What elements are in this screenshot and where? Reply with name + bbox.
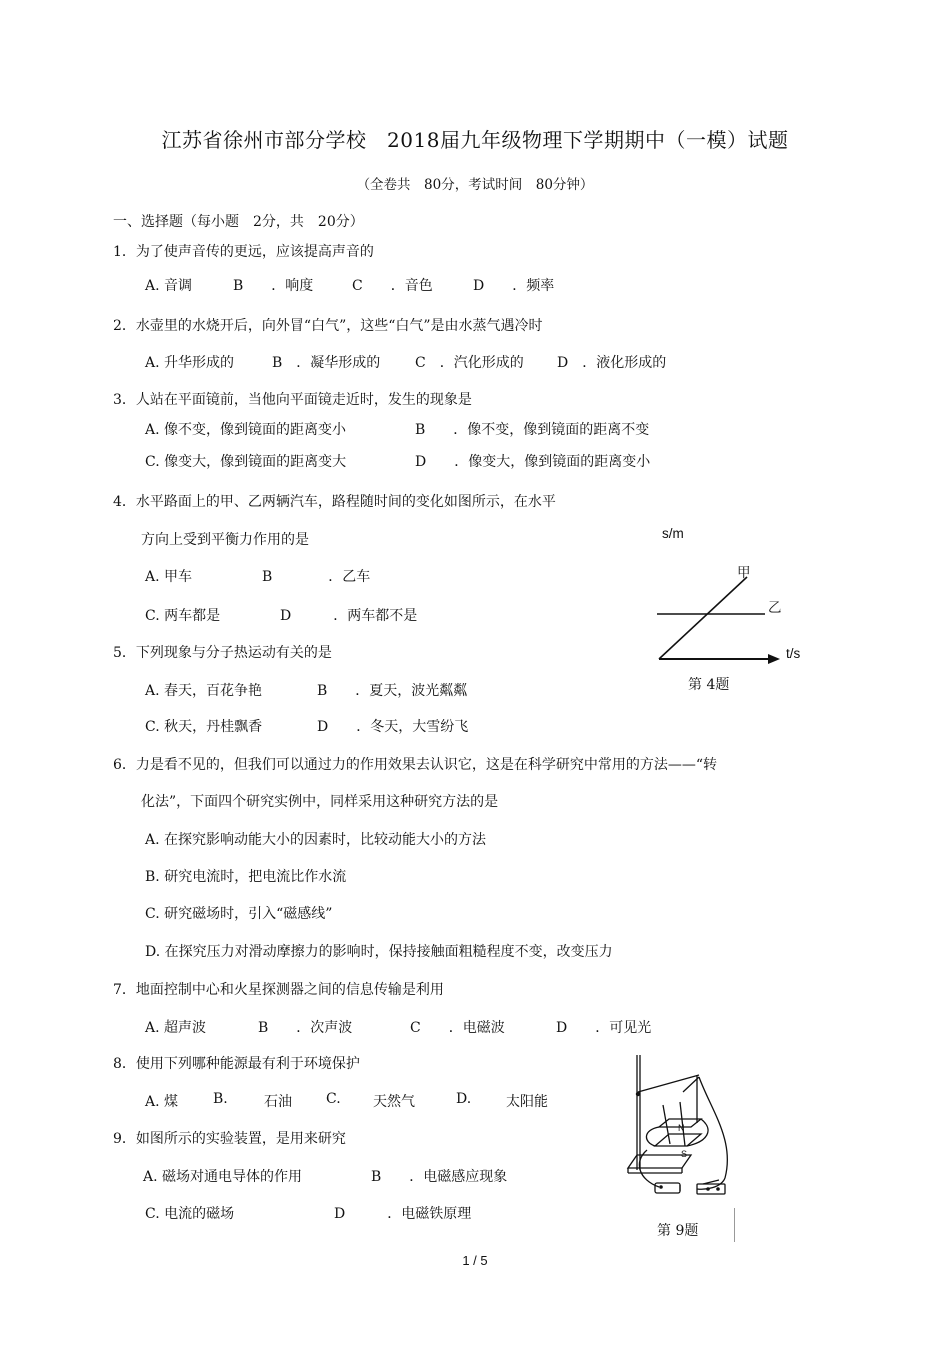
option-a: A. 在探究影响动能大小的因素时，比较动能大小的方法 bbox=[145, 832, 487, 848]
divider bbox=[734, 1208, 735, 1242]
option-c: C. 像变大，像到镜面的距离变大 bbox=[145, 454, 347, 470]
option-d: D ．两车都不是 bbox=[280, 608, 418, 624]
question-stem-continued: 化法”，下面四个研究实例中，同样采用这种研究方法的是 bbox=[141, 794, 499, 810]
option-b: B. 研究电流时，把电流比作水流 bbox=[145, 869, 347, 885]
option-b: B ．像不变，像到镜面的距离不变 bbox=[415, 422, 650, 438]
series-label-jia: 甲 bbox=[737, 565, 751, 580]
option-b: B ．乙车 bbox=[262, 569, 371, 585]
option-a: A. 超声波 bbox=[145, 1020, 207, 1036]
series-label-yi: 乙 bbox=[768, 600, 782, 615]
option-c-text: 天然气 bbox=[373, 1094, 415, 1110]
magnet-pole-s: S bbox=[681, 1149, 688, 1159]
option-b: B ．凝华形成的 bbox=[272, 355, 381, 371]
option-c: C ．汽化形成的 bbox=[415, 355, 524, 371]
option-b: B ．电磁感应现象 bbox=[371, 1169, 508, 1185]
option-a: A. 音调 bbox=[145, 278, 193, 294]
option-d-letter: D. bbox=[456, 1091, 472, 1107]
question-stem: 1．为了使声音传的更远，应该提高声音的 bbox=[113, 244, 374, 260]
question-stem: 5．下列现象与分子热运动有关的是 bbox=[113, 645, 332, 661]
option-b: B ．次声波 bbox=[258, 1020, 353, 1036]
option-c: C. 电流的磁场 bbox=[145, 1206, 235, 1222]
option-c: C ．音色 bbox=[352, 278, 433, 294]
figure-caption: 第 4题 bbox=[688, 677, 730, 693]
page-title: 江苏省徐州市部分学校 2018届九年级物理下学期期中（一模）试题 bbox=[161, 128, 789, 152]
option-d: D ．像变大，像到镜面的距离变小 bbox=[415, 454, 651, 470]
option-b: B ．响度 bbox=[233, 278, 314, 294]
question-stem: 2．水壶里的水烧开后，向外冒“白气”，这些“白气”是由水蒸气遇冷时 bbox=[113, 318, 543, 334]
question-stem: 9．如图所示的实验装置，是用来研究 bbox=[113, 1131, 346, 1147]
option-b-text: 石油 bbox=[264, 1094, 292, 1110]
magnet-pole-n: N bbox=[678, 1123, 685, 1133]
option-d: D ．可见光 bbox=[556, 1020, 652, 1036]
option-d: D. 在探究压力对滑动摩擦力的影响时，保持接触面粗糙程度不变，改变压力 bbox=[145, 944, 613, 960]
option-b-letter: B. bbox=[213, 1091, 228, 1107]
option-b: B ．夏天，波光粼粼 bbox=[317, 683, 468, 699]
option-c: C ．电磁波 bbox=[410, 1020, 505, 1036]
question-stem: 7．地面控制中心和火星探测器之间的信息传输是利用 bbox=[113, 982, 444, 998]
option-d: D ．电磁铁原理 bbox=[334, 1206, 472, 1222]
arrow-icon bbox=[768, 654, 780, 664]
option-d: D ．液化形成的 bbox=[557, 355, 667, 371]
option-c-letter: C. bbox=[326, 1091, 341, 1107]
option-a: A. 磁场对通电导体的作用 bbox=[143, 1169, 303, 1185]
option-a: A. 甲车 bbox=[145, 569, 193, 585]
option-c: C. 秋天，丹桂飘香 bbox=[145, 719, 263, 735]
option-a: A. 煤 bbox=[145, 1094, 179, 1110]
option-a: A. 升华形成的 bbox=[145, 355, 235, 371]
exam-info: （全卷共 80分，考试时间 80分钟） bbox=[356, 177, 594, 193]
series-line-jia bbox=[659, 577, 747, 659]
distance-time-graph bbox=[640, 540, 810, 670]
option-c: C. 两车都是 bbox=[145, 608, 221, 624]
question-stem: 6．力是看不见的，但我们可以通过力的作用效果去认识它，这是在科学研究中常用的方法——“转 bbox=[113, 757, 718, 773]
question-stem-continued: 方向上受到平衡力作用的是 bbox=[141, 532, 309, 548]
option-a: A. 像不变，像到镜面的距离变小 bbox=[145, 422, 347, 438]
axis-label-y: s/m bbox=[662, 526, 684, 541]
question-stem: 4．水平路面上的甲、乙两辆汽车，路程随时间的变化如图所示，在水平 bbox=[113, 494, 556, 510]
question-stem: 8．使用下列哪种能源最有利于环境保护 bbox=[113, 1056, 360, 1072]
axis-label-x: t/s bbox=[786, 646, 801, 661]
option-d: D ．频率 bbox=[473, 278, 555, 294]
page-number: 1 / 5 bbox=[462, 1253, 488, 1268]
option-d: D ．冬天，大雪纷飞 bbox=[317, 719, 469, 735]
option-a: A. 春天，百花争艳 bbox=[145, 683, 263, 699]
option-d-text: 太阳能 bbox=[506, 1094, 548, 1110]
section-heading: 一、选择题（每小题 2分，共 20分） bbox=[113, 214, 364, 230]
figure-caption: 第 9题 bbox=[657, 1223, 699, 1239]
question-stem: 3．人站在平面镜前，当他向平面镜走近时，发生的现象是 bbox=[113, 392, 472, 408]
option-c: C. 研究磁场时，引入“磁感线” bbox=[145, 906, 333, 922]
